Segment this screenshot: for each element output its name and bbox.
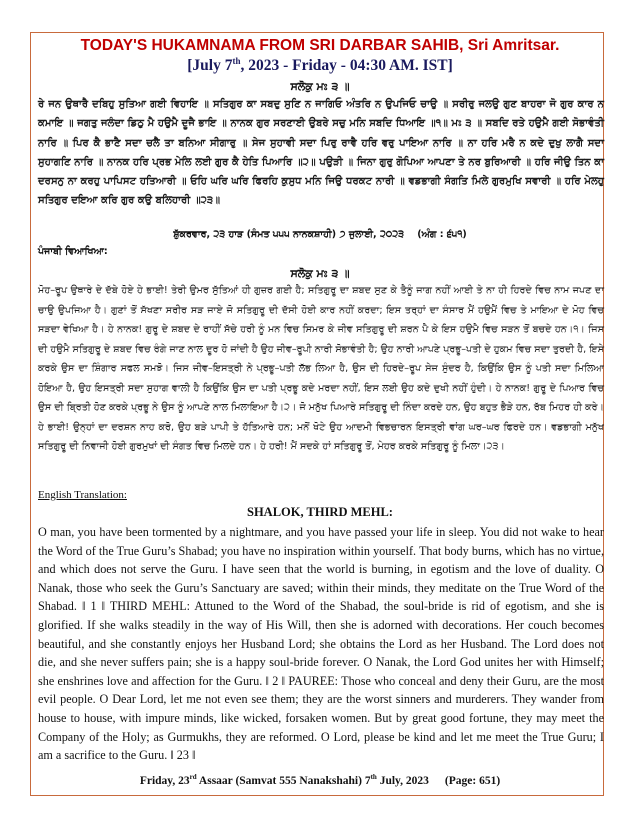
english-heading: SHALOK, THIRD MEHL: [247,505,393,519]
punjabi-heading: ਸਲੋਕੁ ਮਃ ੩ ॥ [290,267,350,280]
footer-sup-rd: rd [189,773,197,781]
date-open: [July 7 [187,57,233,75]
gurbani-text: ਰੇ ਜਨ ਉਥਾਰੈ ਦਬਿਹੁ ਸੁਤਿਆ ਗਈ ਵਿਹਾਇ ॥ ਸਤਿਗੁਰ ਕਾ ਸਬਦੁ ਸੁਣਿ ਨ ਜਾਗਿਓ ਅੰਤਰਿ ਨ ਉਪਜਿਓ ਚਾਉ ॥ ਸਰੀਰੁ ਜਲਉ ਗੁਣ ਬਾਹਰਾ ਜੋ ਗੁਰ ਕਾਰ ਨ ਕਮਾਇ ॥ ਜਗਤੁ ਜਲੰਦਾ ਡਿਠੁ ਮੈ ਹਉਮੈ ਦੂਜੈ ਭਾਇ ॥ ਨਾਨਕ ਗੁਰ ਸਰਣਾਈ ਉਬਰੇ ਸਚੁ ਮਨਿ ਸਬਦਿ ਧਿਆਇ ॥੧॥ ਮਃ ੩ ॥ ਸਬਦਿ ਰਤੇ ਹਉਮੈ ਗਈ ਸੋਭਾਵੰਤੀ ਨਾਰਿ ॥ ਪਿਰ ਕੈ ਭਾਣੈ ਸਦਾ ਚਲੈ ਤਾ ਬਨਿਆ ਸੀਗਾਰੁ ॥ ਸੇਜ ਸੁਹਾਵੀ ਸਦਾ ਪਿਰੁ ਰਾਵੈ ਹਰਿ ਵਰੁ ਪਾਇਆ ਨਾਰਿ ॥ ਨਾ ਹਰਿ ਮਰੈ ਨ ਕਦੇ ਦੁਖੁ ਲਾਗੈ ਸਦਾ ਸੁਹਾਗਣਿ ਨਾਰਿ ॥ ਨਾਨਕ ਹਰਿ ਪ੍ਰਭ ਮੇਲਿ ਲਈ ਗੁਰ ਕੈ ਹੇਤਿ ਪਿਆਰਿ ॥੨॥ ਪਉੜੀ ॥ ਜਿਨਾ ਗੁਰੁ ਗੋਪਿਆ ਆਪਣਾ ਤੇ ਨਰ ਬੁਰਿਆਰੀ ॥ ਹਰਿ ਜੀਉ ਤਿਨ ਕਾ ਦਰਸਨੁ ਨਾ ਕਰਹੁ ਪਾਪਿਸਟ ਹਤਿਆਰੀ ॥ ਓਹਿ ਘਰਿ ਘਰਿ ਫਿਰਹਿ ਕੁਸੁਧ ਮਨਿ ਜਿਉ ਧਰਕਟ ਨਾਰੀ ॥ ਵਡਭਾਗੀ ਸੰਗਤਿ ਮਿਲੇ ਗੁਰਮੁਖਿ ਸਵਾਰੀ ॥ ਹਰਿ ਮੇਲਹੁ ਸਤਿਗੁਰ ਦਇਆ ਕਰਿ ਗੁਰ ਕਉ ਬਲਿਹਾਰੀ ॥੨੩॥ [38,99,604,207]
footer-sup-th: th [370,773,377,781]
footer-date [0,773,640,787]
footer-tail: July, 2023 [376,774,429,787]
punjabi-label: ਪੰਜਾਬੀ ਵਿਆਖਿਆ: [38,246,108,257]
ang-reference: (ਅੰਗ : ੬੫੧) [417,229,467,240]
page-title: TODAY'S HUKAMNAMA FROM SRI DARBAR SAHIB, Sri Amritsar. [80,37,560,54]
date-suffix: th [232,56,241,66]
gurbani-heading: ਸਲੋਕੁ ਮਃ ੩ ॥ [290,80,350,93]
date-rest: , 2023 - Friday - 04:30 AM. IST] [240,57,453,75]
english-label: English Translation: [38,489,127,501]
punjabi-dateline [0,229,640,240]
footer-page: (Page: 651) [444,774,501,787]
punjabi-explanation: ਮੋਹ–ਰੂਪ ਉਥਾਰੇ ਦੇ ਦੱਬੇ ਹੋਏ ਹੇ ਭਾਈ! ਤੇਰੀ ਉਮਰ ਸੁੱਤਿਆਂ ਹੀ ਗੁਜ਼ਰ ਗਈ ਹੈ; ਸਤਿਗੁਰੂ ਦਾ ਸ਼ਬਦ ਸੁਣ ਕੇ ਤੈਨੂੰ ਜਾਗ ਨਹੀਂ ਆਈ ਤੇ ਨਾ ਹੀ ਹਿਰਦੇ ਵਿਚ ਨਾਮ ਜਪਣ ਦਾ ਚਾਉ ਉਪਜਿਆ ਹੈ। ਗੁਣਾਂ ਤੋਂ ਸੱਖਣਾ ਸਰੀਰ ਸੜ ਜਾਏ ਜੋ ਸਤਿਗੁਰੂ ਦੀ ਦੱਸੀ ਹੋਈ ਕਾਰ ਨਹੀਂ ਕਰਦਾ; ਇਸ ਤਰ੍ਹਾਂ ਦਾ ਸੰਸਾਰ ਮੈਂ ਹਉਮੈਂ ਵਿਚ ਤੇ ਮਾਇਆ ਦੇ ਮੋਹ ਵਿਚ ਸੜਦਾ ਵੇਖਿਆ ਹੈ। ਹੇ ਨਾਨਕ! ਗੁਰੂ ਦੇ ਸ਼ਬਦ ਦੇ ਰਾਹੀਂ ਸੱਚੇ ਹਰੀ ਨੂੰ ਮਨ ਵਿਚ ਸਿਮਰ ਕੇ ਜੀਵ ਸਤਿਗੁਰੂ ਦੀ ਸ਼ਰਨ ਪੈ ਕੇ ਇਸ ਹਉਮੈ ਵਿਚ ਸੜਨ ਤੋਂ ਬਚਦੇ ਹਨ।੧। ਜਿਸ ਦੀ ਹਉਮੈ ਸਤਿਗੁਰੂ ਦੇ ਸ਼ਬਦ ਵਿਚ ਰੰਗੇ ਜਾਣ ਨਾਲ ਦੂਰ ਹੋ ਜਾਂਦੀ ਹੈ ਉਹ ਜੀਵ–ਰੂਪੀ ਨਾਰੀ ਸੋਭਾਵੰਤੀ ਹੈ; ਉਹ ਨਾਰੀ ਆਪਣੇ ਪ੍ਰਭੂ–ਪਤੀ ਦੇ ਹੁਕਮ ਵਿਚ ਸਦਾ ਤੁਰਦੀ ਹੈ, ਇਸੇ ਕਰਕੇ ਉਸ ਦਾ ਸ਼ਿੰਗਾਰ ਸਫਲ ਸਮਝੋ। ਜਿਸ ਜੀਵ–ਇਸਤ੍ਰੀ ਨੇ ਪ੍ਰਭੂ–ਪਤੀ ਲੱਭ ਲਿਆ ਹੈ, ਉਸ ਦੀ ਹਿਰਦੇ–ਰੂਪ ਸੇਜ ਸੁੰਦਰ ਹੈ, ਕਿਉਂਕਿ ਉਸ ਨੂੰ ਪਤੀ ਸਦਾ ਮਿਲਿਆ ਹੋਇਆ ਹੈ, ਉਹ ਇਸਤ੍ਰੀ ਸਦਾ ਸੁਹਾਗ ਵਾਲੀ ਹੈ ਕਿਉਂਕਿ ਉਸ ਦਾ ਪਤੀ ਪ੍ਰਭੂ ਕਦੇ ਮਰਦਾ ਨਹੀਂ, ਇਸ ਲਈ ਉਹ ਕਦੇ ਦੁਖੀ ਨਹੀਂ ਹੁੰਦੀ। ਹੇ ਨਾਨਕ! ਗੁਰੂ ਦੇ ਪਿਆਰ ਵਿਚ ਉਸ ਦੀ ਬ੍ਰਿਤੀ ਹੋਣ ਕਰਕੇ ਪ੍ਰਭੂ ਨੇ ਉਸ ਨੂੰ ਆਪਣੇ ਨਾਲ ਮਿਲਾਇਆ ਹੈ।੨। ਜੋ ਮਨੁੱਖ ਪਿਆਰੇ ਸਤਿਗੁਰੂ ਦੀ ਨਿੰਦਾ ਕਰਦੇ ਹਨ, ਉਹ ਬਹੁਤ ਭੈੜੇ ਹਨ, ਰੱਬ ਮਿਹਰ ਹੀ ਕਰੇ। ਹੇ ਭਾਈ! ਉਨ੍ਹਾਂ ਦਾ ਦਰਸ਼ਨ ਨਾਹ ਕਰੋ, ਉਹ ਬੜੇ ਪਾਪੀ ਤੇ ਹੱਤਿਆਰੇ ਹਨ; ਮਨੋਂ ਖੋਟੇ ਉਹ ਆਦਮੀ ਵਿਭਚਾਰਨ ਇਸਤ੍ਰੀ ਵਾਂਗ ਘਰ–ਘਰ ਫਿਰਦੇ ਹਨ। ਵਡਭਾਗੀ ਮਨੁੱਖ ਸਤਿਗੁਰੂ ਦੀ ਨਿਵਾਜੀ ਹੋਈ ਗੁਰਮੁਖਾਂ ਦੀ ਸੰਗਤ ਵਿਚ ਮਿਲਦੇ ਹਨ। ਹੇ ਹਰੀ! ਮੈਂ ਸਦਕੇ ਹਾਂ ਸਤਿਗੁਰੂ ਤੋਂ, ਮੇਹਰ ਕਰਕੇ ਸਤਿਗੁਰੂ ਨੂੰ ਮਿਲਾ।੨੩। [38,285,604,452]
footer-lead: Friday, 23 [139,774,190,787]
date-line [0,56,640,75]
footer-mid: Assaar (Samvat 555 Nanakshahi) 7 [196,774,371,787]
english-translation: O man, you have been tormented by a nightmare, and you have passed your life in sleep. You did not wake to hear the Word of the True Guru’s Shabad; you have no inspiration within yourself. That body burns, which has no virtue, and which does not serve the Guru. I have seen that the world is burning, in egotism and the love of duality. O Nanak, those who seek the Guru’s Sanctuary are saved; within their minds, they meditate on the True Word of the Shabad. ‖ 1 ‖ THIRD MEHL: Attuned to the Word of the Shabad, the soul-bride is rid of egotism, and she is glorified. If she walks steadily in the way of His Will, then she is adorned with decorations. Her couch becomes beautiful, and she constantly enjoys her Husband Lord; she obtains the Lord as her Husband. The Lord does not die, and she never suffers pain; she is a happy soul-bride forever. O Nanak, the Lord God unites her with Himself; she enshrines love and affection for the Guru. ‖ 2 ‖ PAUREE: Those who conceal and deny their Guru, are the most evil people. O Dear Lord, let me not even see them; they are the worst sinners and murderers. They wander from house to house, with impure minds, like wicked, forsaken women. But by great good fortune, they may meet the Company of the Holy; as Gurmukhs, they are reformed. O Lord, please be kind and let me meet the True Guru; I am a sacrifice to the Guru. ‖ 23 ‖ [38,525,604,763]
punjabi-date: ਸ਼ੁੱਕਰਵਾਰ, ੨੩ ਹਾੜ (ਸੰਮਤ ੫੫੫ ਨਾਨਕਸ਼ਾਹੀ) ੭ ਜੁਲਾਈ, ੨੦੨੩ [173,229,405,240]
